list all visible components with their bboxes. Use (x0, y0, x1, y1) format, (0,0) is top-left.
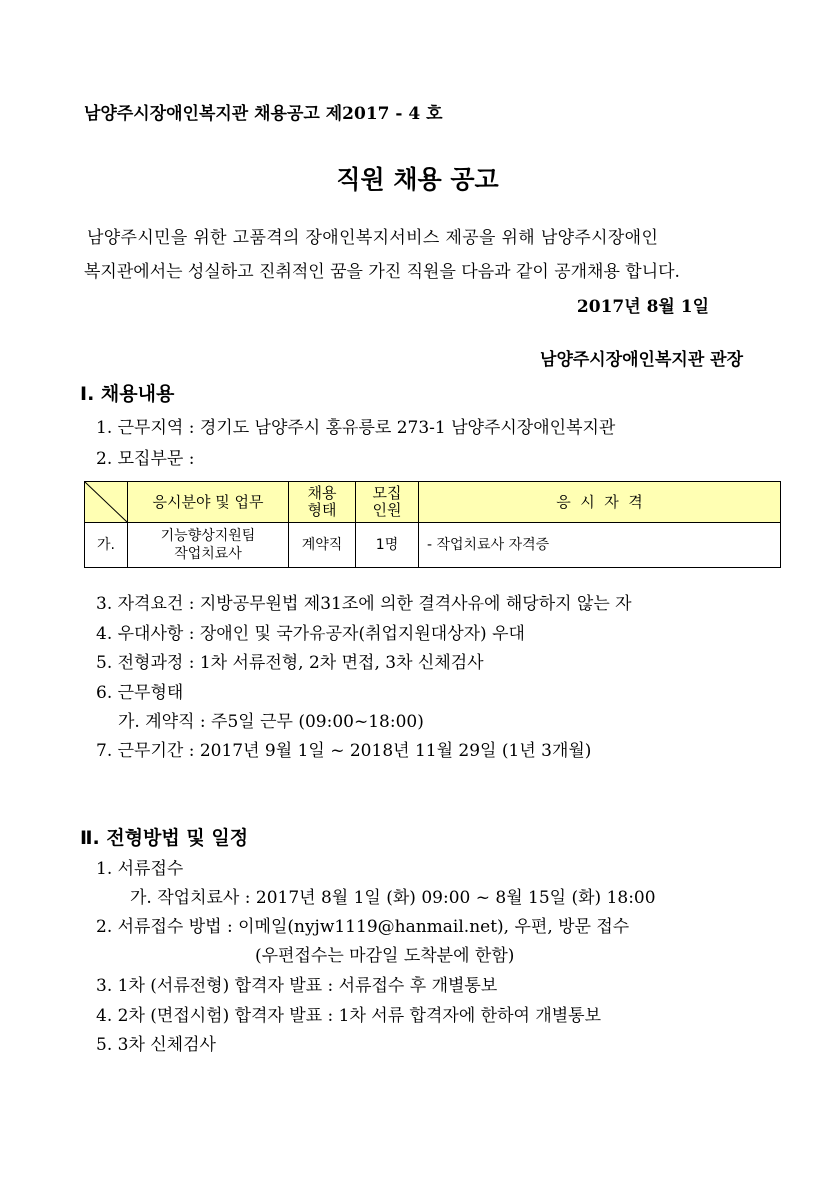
s1-item-6: 6. 근무형태 (96, 683, 184, 703)
recruitment-table (84, 481, 781, 568)
s2-item-1a: 가. 작업치료사 : 2017년 8월 1일 (화) 09:00 ~ 8월 15일 (화) 18:00 (130, 888, 656, 908)
diagonal-line-icon (85, 482, 127, 522)
row-number: 가. (85, 523, 128, 568)
intro-line-1: 남양주시민을 위한 고품격의 장애인복지서비스 제공을 위해 남양주시장애인 (87, 228, 659, 248)
header-qualification: 응 시 자 격 (419, 482, 781, 523)
row-qualification: - 작업치료사 자격증 (419, 523, 781, 568)
s1-item-2: 2. 모집부문 : (96, 449, 195, 469)
header-type-line-2: 형태 (307, 501, 337, 519)
signer: 남양주시장애인복지관 관장 (540, 350, 743, 370)
s1-item-1: 1. 근무지역 : 경기도 남양주시 홍유릉로 273-1 남양주시장애인복지관 (96, 418, 616, 438)
row-field (128, 523, 289, 568)
intro-line-2: 복지관에서는 성실하고 진취적인 꿈을 가진 직원을 다음과 같이 공개채용 합니다. (84, 262, 680, 282)
s2-item-5: 5. 3차 신체검사 (96, 1035, 216, 1055)
row-field-line-2: 작업치료사 (174, 546, 242, 562)
s2-item-4: 4. 2차 (면접시험) 합격자 발표 : 1차 서류 합격자에 한하여 개별통보 (96, 1006, 602, 1026)
s2-item-3: 3. 1차 (서류전형) 합격자 발표 : 서류접수 후 개별통보 (96, 976, 498, 996)
s2-item-2: 2. 서류접수 방법 : 이메일(nyjw1119@hanmail.net), 우편, 방문 접수 (96, 917, 630, 937)
table-header-row (85, 482, 781, 523)
notice-number: 남양주시장애인복지관 채용공고 제2017 - 4 호 (84, 104, 443, 124)
section-1-heading: Ⅰ. 채용내용 (80, 383, 175, 405)
page-title: 직원 채용 공고 (336, 165, 499, 194)
header-type-line-1: 채용 (307, 484, 337, 502)
header-count (356, 482, 419, 523)
section-2-heading: Ⅱ. 전형방법 및 일정 (80, 827, 249, 849)
diagonal-header-cell (85, 482, 128, 523)
header-field: 응시분야 및 업무 (128, 482, 289, 523)
row-count: 1명 (356, 523, 419, 568)
s1-item-7: 7. 근무기간 : 2017년 9월 1일 ~ 2018년 11월 29일 (1년 3개월) (96, 741, 592, 761)
s1-item-6a: 가. 계약직 : 주5일 근무 (09:00~18:00) (118, 712, 424, 732)
s2-item-1: 1. 서류접수 (96, 859, 184, 879)
s2-item-2-note: (우편접수는 마감일 도착분에 한함) (255, 946, 515, 966)
s1-item-3: 3. 자격요건 : 지방공무원법 제31조에 의한 결격사유에 해당하지 않는 자 (96, 594, 632, 614)
header-count-line-1: 모집 (372, 484, 402, 502)
notice-date: 2017년 8월 1일 (576, 297, 709, 317)
row-type: 계약직 (289, 523, 356, 568)
table-row (85, 523, 781, 568)
header-type (289, 482, 356, 523)
s1-item-4: 4. 우대사항 : 장애인 및 국가유공자(취업지원대상자) 우대 (96, 624, 525, 644)
s1-item-5: 5. 전형과정 : 1차 서류전형, 2차 면접, 3차 신체검사 (96, 653, 484, 673)
row-field-line-1: 기능향상지원팀 (160, 528, 256, 544)
header-count-line-2: 인원 (372, 501, 402, 519)
